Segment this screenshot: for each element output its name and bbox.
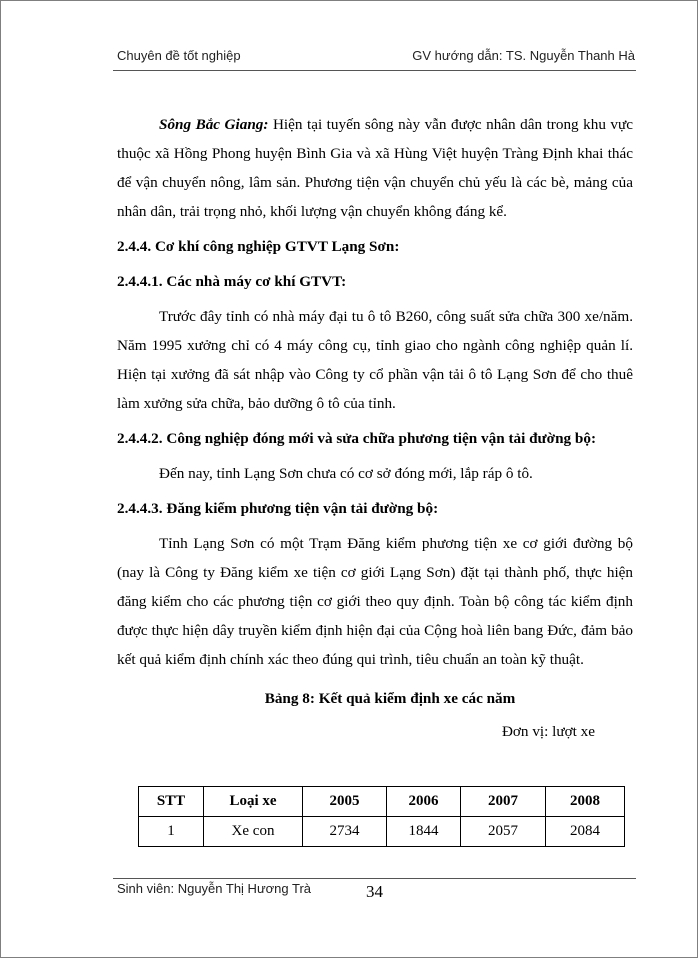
header-cell: 2006 xyxy=(387,787,461,817)
heading-2-4-4-3: 2.4.4.3. Đăng kiểm phương tiện vận tải đường bộ: xyxy=(117,500,439,517)
table-cell: 2057 xyxy=(461,817,546,847)
header-cell: 2005 xyxy=(303,787,387,817)
header-cell: 2007 xyxy=(461,787,546,817)
heading-2-4-4-1: 2.4.4.1. Các nhà máy cơ khí GTVT: xyxy=(117,273,347,290)
table-header-row xyxy=(139,787,625,817)
table-cell: Xe con xyxy=(204,817,303,847)
footer-student: Sinh viên: Nguyễn Thị Hương Trà xyxy=(117,881,312,896)
paragraph-inspection: Tỉnh Lạng Sơn có một Trạm Đăng kiểm phương tiện xe cơ giới đường bộ (nay là Công ty Đăng kiểm xe tiện cơ giới Lạng Sơn) đặt tại thành phố, thực hiện đăng kiểm cho các phương tiện cơ giới theo quy định. Toàn bộ công tác kiểm định được thực hiện dây truyền kiểm định hiện đại của Cộng hoà liên bang Đức, đảm bảo kết quả kiểm định chính xác theo đúng qui trình, tiêu chuẩn an toàn kỹ thuật. xyxy=(117,535,633,668)
paragraph-text: Hiện tại tuyến sông này vẫn được nhân dân trong khu vực thuộc xã Hồng Phong huyện Bình Gia và xã Hùng Việt huyện Tràng Định khai thác để vận chuyển nông, lâm sản. Phương tiện vận chuyển chủ yếu là các bè, mảng của nhân dân, trải trọng nhỏ, khối lượng vận chuyển không đáng kể. xyxy=(117,116,633,220)
paragraph-bac-giang xyxy=(117,110,633,226)
document-body xyxy=(117,110,633,746)
header-right: GV hướng dẫn: TS. Nguyễn Thanh Hà xyxy=(412,48,635,63)
paragraph-factories: Trước đây tỉnh có nhà máy đại tu ô tô B260, công suất sửa chữa 300 xe/năm. Năm 1995 xưởng chỉ có 4 máy công cụ, tỉnh giao cho ngành công nghiệp quản lí. Hiện tại xưởng đã sát nhập vào Công ty cổ phần vận tải ô tô Lạng Sơn để cho thuê làm xưởng sửa chữa, bảo dưỡng ô tô của tỉnh. xyxy=(117,308,633,412)
table-cell: 1 xyxy=(139,817,204,847)
table-cell: 2734 xyxy=(303,817,387,847)
inspection-table xyxy=(138,786,625,847)
header-cell: 2008 xyxy=(546,787,625,817)
heading-2-4-4: 2.4.4. Cơ khí công nghiệp GTVT Lạng Sơn: xyxy=(117,238,400,255)
header-cell: Loại xe xyxy=(204,787,303,817)
paragraph-assembly: Đến nay, tỉnh Lạng Sơn chưa có cơ sở đóng mới, lắp ráp ô tô. xyxy=(159,465,533,482)
table-cell: 1844 xyxy=(387,817,461,847)
table-cell: 2084 xyxy=(546,817,625,847)
table-unit: Đơn vị: lượt xe xyxy=(501,723,595,740)
page-number: 34 xyxy=(366,882,383,901)
header-rule xyxy=(113,70,636,71)
footer-rule xyxy=(113,878,636,879)
paragraph-lead: Sông Bắc Giang: xyxy=(159,116,269,133)
header-cell: STT xyxy=(139,787,204,817)
header-left: Chuyên đề tốt nghiệp xyxy=(117,48,241,63)
table-caption: Bảng 8: Kết quả kiểm định xe các năm xyxy=(264,690,516,707)
table-row xyxy=(139,817,625,847)
heading-2-4-4-2: 2.4.4.2. Công nghiệp đóng mới và sửa chữa phương tiện vận tải đường bộ: xyxy=(117,430,597,447)
